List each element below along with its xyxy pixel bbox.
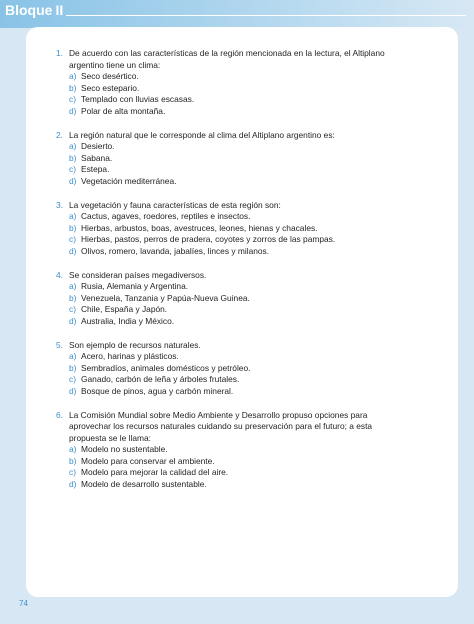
option-text: Estepa.: [81, 164, 110, 174]
question-4: [56, 270, 396, 328]
option-text: Seco estepario.: [81, 82, 140, 93]
question-stem: [56, 48, 396, 71]
option-letter: b): [69, 152, 77, 163]
option-letter: d): [69, 315, 77, 326]
option-text: Chile, España y Japón.: [81, 304, 168, 314]
option-b: [69, 363, 396, 375]
option-c: [69, 467, 396, 479]
question-text: La vegetación y fauna características de esta región son:: [69, 199, 281, 210]
question-number: 6.: [56, 409, 63, 420]
option-letter: b): [69, 222, 77, 233]
option-text: Seco desértico.: [81, 71, 139, 81]
option-letter: d): [69, 478, 77, 489]
option-a: [69, 444, 396, 456]
option-letter: b): [69, 362, 77, 373]
option-b: [69, 83, 396, 95]
option-letter: c): [69, 94, 76, 104]
option-c: [69, 234, 396, 246]
question-number: 1.: [56, 48, 63, 58]
option-text: Hierbas, arbustos, boas, avestruces, leones, hienas y chacales.: [81, 222, 318, 233]
option-b: [69, 223, 396, 235]
option-letter: b): [69, 455, 77, 466]
option-list: [69, 444, 396, 490]
option-text: Modelo para conservar el ambiente.: [81, 455, 215, 466]
question-number: 4.: [56, 269, 63, 280]
option-letter: d): [69, 175, 77, 186]
option-letter: a): [69, 141, 77, 151]
question-number: 5.: [56, 339, 63, 350]
question-text: La Comisión Mundial sobre Medio Ambiente y Desarrollo propuso opciones para aprovechar los recursos naturales cuidando su preservación para el futuro; a esta propuesta se le llama:: [69, 409, 373, 443]
option-text: Polar de alta montaña.: [81, 105, 166, 116]
option-a: [69, 211, 396, 223]
option-letter: c): [69, 304, 76, 314]
option-letter: b): [69, 292, 77, 303]
page-number: 74: [19, 599, 28, 608]
option-letter: a): [69, 281, 77, 291]
option-letter: a): [69, 351, 77, 361]
question-text: Se consideran países megadiversos.: [69, 269, 207, 280]
option-text: Templado con lluvias escasas.: [81, 94, 195, 104]
option-d: [69, 246, 396, 258]
option-list: [69, 281, 396, 327]
option-text: Olivos, romero, lavanda, jabalíes, linces y milanos.: [81, 245, 270, 256]
question-stem: [56, 130, 396, 142]
option-text: Acero, harinas y plásticos.: [81, 351, 179, 361]
option-c: [69, 304, 396, 316]
question-6: [56, 410, 396, 491]
option-b: [69, 456, 396, 468]
option-a: [69, 351, 396, 363]
question-2: [56, 130, 396, 188]
option-text: Ganado, carbón de leña y árboles frutales.: [81, 374, 240, 384]
option-b: [69, 153, 396, 165]
option-a: [69, 71, 396, 83]
option-letter: c): [69, 374, 76, 384]
option-list: [69, 211, 396, 257]
option-letter: c): [69, 234, 76, 244]
section-title-label: Bloque: [5, 2, 53, 18]
question-stem: [56, 200, 396, 212]
option-list: [69, 141, 396, 187]
question-3: [56, 200, 396, 258]
option-letter: d): [69, 385, 77, 396]
question-stem: [56, 410, 396, 445]
option-text: Vegetación mediterránea.: [81, 175, 177, 186]
option-text: Modelo para mejorar la calidad del aire.: [81, 467, 229, 477]
question-text: Son ejemplo de recursos naturales.: [69, 339, 201, 350]
option-c: [69, 94, 396, 106]
option-text: Sembradíos, animales domésticos y petróleo.: [81, 362, 251, 373]
option-text: Sabana.: [81, 152, 113, 163]
option-letter: d): [69, 105, 77, 116]
option-text: Modelo de desarrollo sustentable.: [81, 478, 207, 489]
option-text: Modelo no sustentable.: [81, 444, 168, 454]
option-letter: c): [69, 164, 76, 174]
option-text: Australia, India y México.: [81, 315, 175, 326]
option-b: [69, 293, 396, 305]
option-text: Rusia, Alemania y Argentina.: [81, 281, 189, 291]
option-text: Desierto.: [81, 141, 115, 151]
question-number: 3.: [56, 199, 63, 210]
question-list: [56, 48, 396, 503]
option-c: [69, 164, 396, 176]
header-divider: [66, 15, 466, 16]
option-text: Cactus, agaves, roedores, reptiles e insectos.: [81, 211, 251, 221]
option-letter: a): [69, 71, 77, 81]
option-list: [69, 71, 396, 117]
option-letter: d): [69, 245, 77, 256]
option-letter: a): [69, 211, 77, 221]
option-letter: c): [69, 467, 76, 477]
question-5: [56, 340, 396, 398]
option-text: Venezuela, Tanzania y Papúa-Nueva Guinea.: [81, 292, 250, 303]
section-title: [5, 2, 63, 18]
question-1: [56, 48, 396, 117]
question-stem: [56, 340, 396, 352]
question-number: 2.: [56, 129, 63, 140]
option-d: [69, 479, 396, 491]
option-letter: b): [69, 82, 77, 93]
header-bar: [0, 0, 474, 28]
option-c: [69, 374, 396, 386]
question-text: La región natural que le corresponde al clima del Altiplano argentino es:: [69, 129, 335, 140]
question-stem: [56, 270, 396, 282]
option-d: [69, 176, 396, 188]
option-text: Bosque de pinos, agua y carbón mineral.: [81, 385, 234, 396]
option-a: [69, 281, 396, 293]
page-card: [26, 27, 458, 597]
option-d: [69, 316, 396, 328]
question-text: De acuerdo con las características de la región mencionada en la lectura, el Altiplano argentino tiene un clima:: [69, 48, 385, 70]
option-text: Hierbas, pastos, perros de pradera, coyotes y zorros de las pampas.: [81, 234, 336, 244]
section-number: II: [55, 2, 64, 18]
option-a: [69, 141, 396, 153]
option-list: [69, 351, 396, 397]
option-d: [69, 386, 396, 398]
option-d: [69, 106, 396, 118]
option-letter: a): [69, 444, 77, 454]
